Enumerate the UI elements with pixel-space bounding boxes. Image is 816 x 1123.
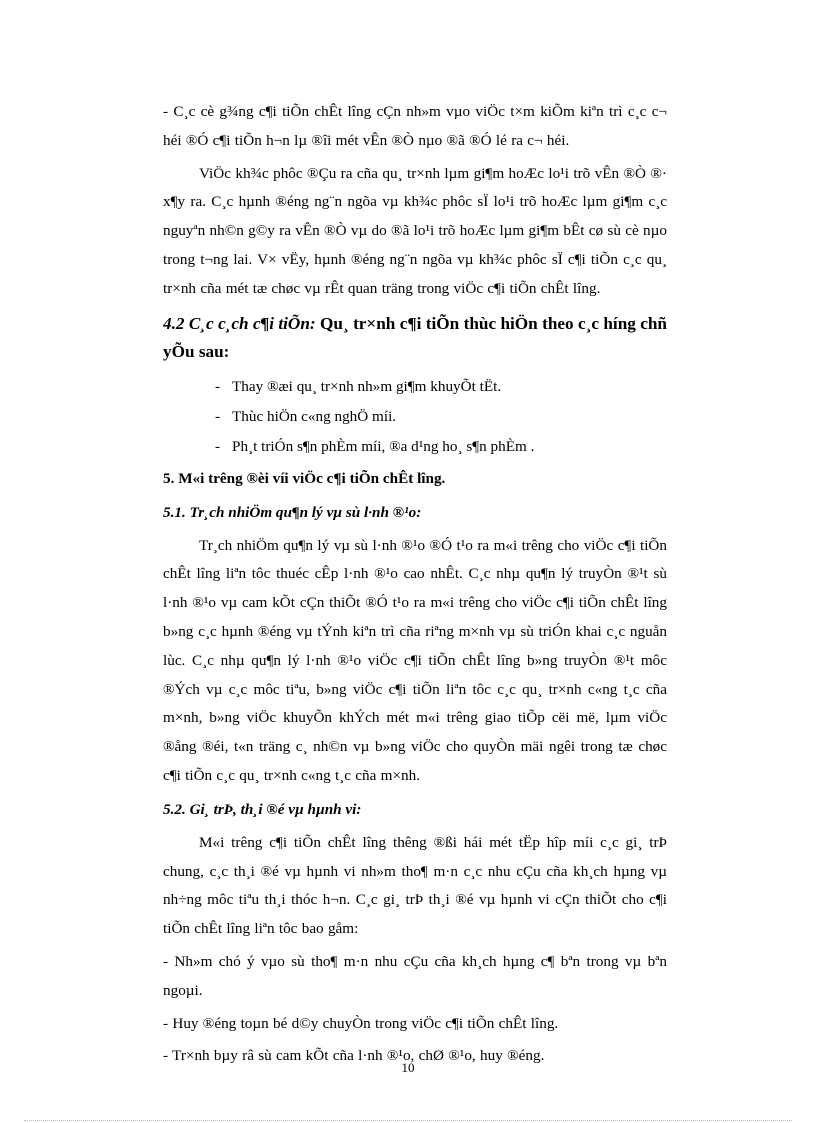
- list-item: [163, 402, 667, 432]
- paragraph-mobilize-chain: - Huy ®éng toµn bé d©y chuyÒn trong viÖc c¶i tiÕn chÊt lîng.: [163, 1014, 559, 1032]
- paragraph-values-attitudes: M«i trêng c¶i tiÕn chÊt lîng thêng ®ßi hái mét tËp hîp míi c¸c gi¸ trÞ chung, c¸c th¸i ®é vµ hµnh vi nh»m tho¶ m·n c¸c nhu cÇu cña kh¸ch hµng vµ nh÷ng môc tiªu th¸i thóc h¬n. C¸c gi¸ trÞ th¸i ®é vµ hµnh vi cÇn thiÕt cho c¶i tiÕn chÊt lîng liªn tôc bao gåm:: [163, 833, 667, 938]
- list-item: [163, 372, 667, 402]
- section-heading-4-2-rest: Qu¸ tr×nh c¶i tiÕn thùc hiÖn theo c¸c híng chñ yÕu sau:: [163, 313, 667, 361]
- list-bullet-dash: -: [215, 437, 221, 455]
- paragraph-customer-focus: - Nh»m chó ý vµo sù tho¶ m·n nhu cÇu cña kh¸ch hµng c¶ bªn trong vµ bªn ngoµi.: [163, 952, 667, 999]
- list-item-text: Thùc hiÖn c«ng nghÖ míi.: [232, 407, 397, 425]
- paragraph-improvement-efforts: - C¸c cè g¾ng c¶i tiÕn chÊt lîng cÇn nh»m vµo viÖc t×m kiÕm kiªn trì c¸c c¬ héi ®Ó c¶i tiÕn h¬n lµ ®îi mét vÊn ®Ò nµo ®ã ®Ó lé ra c¬ héi.: [163, 103, 667, 149]
- list-item-text: Thay ®æi qu¸ tr×nh nh»m gi¶m khuyÕt tËt.: [232, 377, 502, 395]
- section-heading-4-2: [163, 310, 667, 366]
- section-heading-5-2: 5.2. Gi¸ trÞ, th¸i ®é vµ hµnh vi:: [163, 800, 362, 818]
- improvement-methods-list: [163, 372, 667, 462]
- paragraph-corrective-action: ViÖc kh¾c phôc ®Çu ra cña qu¸ tr×nh lµm gi¶m hoÆc lo¹i trõ vÊn ®Ò ®· x¶y ra. C¸c hµnh ®éng ng¨n ngõa vµ kh¾c phôc sÏ lo¹i trõ hoÆc lµm gi¶m c¸c nguyªn nh©n g©y ra vÊn ®Ò vµ do ®ã lo¹i trõ hoÆc lµm gi¶m bÊt cø sù cè nµo trong t¬ng lai. V× vËy, hµnh ®éng ng¨n ngõa vµ kh¾c phôc sÏ c¶i tiÕn c¸c qu¸ tr×nh cña mét tæ chøc vµ rÊt quan träng trong viÖc c¶i tiÕn chÊt lîng.: [163, 164, 667, 297]
- list-bullet-dash: -: [215, 407, 221, 425]
- list-item-text: Ph¸t triÓn s¶n phÈm míi, ®a d¹ng ho¸ s¶n phÈm .: [232, 437, 535, 455]
- page-content: [163, 98, 667, 1075]
- paragraph-leadership-commitment: - Tr×nh bµy râ sù cam kÕt cña l·nh ®¹o, chØ ®¹o, huy ®éng.: [163, 1047, 545, 1065]
- section-heading-5: 5. M«i trêng ®èi víi viÖc c¶i tiÕn chÊt lîng.: [163, 469, 446, 487]
- paragraph-management-responsibility: Tr¸ch nhiÖm qu¶n lý vµ sù l·nh ®¹o ®Ó t¹o ra m«i trêng cho viÖc c¶i tiÕn chÊt lîng liªn tôc thuéc cÊp l·nh ®¹o cao nhÊt. C¸c nhµ qu¶n lý truyÒn ®¹t sù l·nh ®¹o vµ cam kÕt cÇn thiÕt ®Ó t¹o ra m«i trêng cho viÖc c¶i tiÕn chÊt lîng b»ng c¸c hµnh ®éng vµ tÝnh kiªn trì cña riªng m×nh vµ sù triÓn khai c¸c nguån lùc. C¸c nhµ qu¶n lý l·nh ®¹o viÖc c¶i tiÕn chÊt lîng b»ng truyÒn ®¹t môc ®Ých vµ c¸c môc tiªu, b»ng viÖc c¶i tiÕn liªn tôc c¸c qu¸ tr×nh c«ng t¸c cña m×nh, b»ng viÖc khuyÕn khÝch mét m«i trêng giao tiÕp cëi më, lµm viÖc ®ång ®éi, t«n träng c¸ nh©n vµ b»ng viÖc cho quyÒn mäi ngêi trong tæ chøc c¶i tiÕn c¸c qu¸ tr×nh c«ng t¸c cña m×nh.: [163, 536, 667, 784]
- page-number: 10: [401, 1060, 415, 1075]
- page-bottom-divider: [24, 1120, 792, 1121]
- section-heading-4-2-lead: 4.2 C¸c c¸ch c¶i tiÕn:: [163, 313, 316, 333]
- list-item: [163, 432, 667, 462]
- list-bullet-dash: -: [215, 377, 221, 395]
- section-heading-5-1: 5.1. Tr¸ch nhiÖm qu¶n lý vµ sù l·nh ®¹o:: [163, 503, 422, 521]
